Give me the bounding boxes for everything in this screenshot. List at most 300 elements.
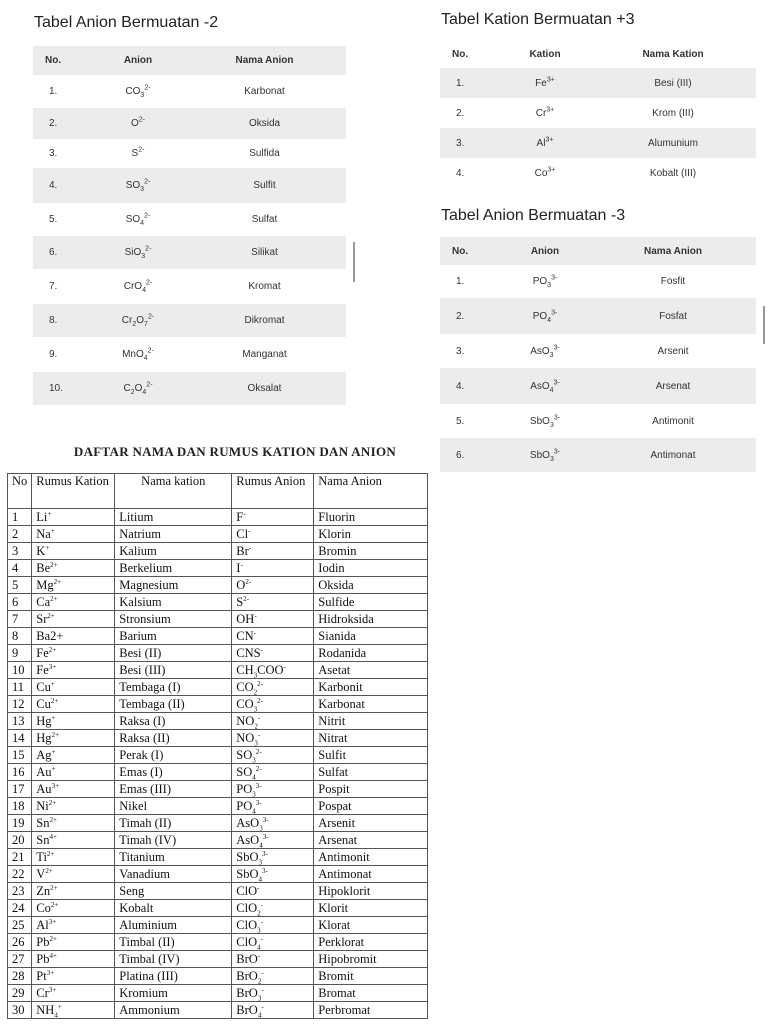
nama-anion-cell: Fluorin	[314, 509, 428, 526]
anion3-table	[440, 237, 756, 472]
scrollbar-thumb[interactable]	[763, 306, 765, 344]
formula-base: MnO	[122, 349, 144, 360]
formula-base: O	[134, 383, 143, 394]
row-number: 2.	[440, 298, 500, 334]
col-header-nama-anion: Nama Anion	[183, 46, 346, 75]
table-row	[440, 158, 756, 188]
col-header-nama-anion: Nama Anion	[314, 474, 428, 509]
formula-subscript: 3	[259, 824, 263, 832]
table-row	[8, 594, 428, 611]
formula	[236, 867, 268, 881]
formula	[36, 561, 57, 575]
formula-base: CO	[236, 696, 254, 711]
formula-charge: 2-	[257, 679, 263, 688]
table-row	[8, 543, 428, 560]
nama-kation-cell: Timbal (II)	[115, 934, 232, 951]
col-header-nama-anion: Nama Anion	[590, 237, 756, 265]
formula	[530, 416, 560, 427]
formula	[236, 714, 260, 728]
nama-anion-cell: Perklorat	[314, 934, 428, 951]
formula-charge: -	[257, 730, 261, 739]
row-number: 3.	[456, 345, 465, 357]
name-cell: Silikat	[183, 236, 346, 269]
table-row	[8, 696, 428, 713]
formula-subscript: 2	[130, 389, 135, 396]
formula-base: O	[130, 118, 139, 129]
formula-base: K	[36, 543, 46, 558]
table-row	[8, 985, 428, 1002]
formula-base: Cl	[236, 526, 249, 541]
nama-anion-cell: Antimonat	[314, 866, 428, 883]
formula-subscript: 3	[258, 858, 263, 866]
nama-anion-cell: Nitrat	[314, 730, 428, 747]
formula-base: Al	[36, 917, 49, 932]
formula-base: AsO	[530, 380, 550, 392]
formula-charge: 3-	[255, 781, 262, 790]
rumus-anion-cell	[232, 679, 314, 696]
formula-cell	[500, 404, 590, 438]
nama-kation-cell: Platina (III)	[115, 968, 232, 985]
rumus-anion-cell	[232, 577, 314, 594]
formula-base: BrO	[236, 1002, 258, 1017]
row-number: 19	[8, 815, 32, 832]
rumus-anion-cell	[232, 526, 314, 543]
name-cell: Fosfit	[660, 276, 686, 287]
formula-charge: +	[47, 509, 52, 518]
formula	[535, 168, 556, 179]
formula	[536, 108, 555, 119]
formula	[236, 952, 260, 966]
formula-charge: -	[283, 662, 286, 671]
formula-subscript: 3	[140, 186, 145, 193]
formula-subscript: 3	[547, 282, 552, 289]
nama-kation-cell: Litium	[115, 509, 232, 526]
name-cell: Antimonat	[590, 438, 756, 472]
formula-charge: 3-	[551, 274, 558, 282]
row-number: 6.	[33, 236, 93, 269]
nama-anion-cell: Rodanida	[314, 645, 428, 662]
table-row	[8, 849, 428, 866]
nama-anion-cell: Karbonit	[314, 679, 428, 696]
formula-charge: -	[243, 509, 246, 518]
formula-charge: 2-	[138, 146, 145, 154]
rumus-anion-cell	[232, 781, 314, 798]
row-number: 4	[8, 560, 32, 577]
nama-kation-cell: Raksa (I)	[115, 713, 232, 730]
nama-kation-cell: Timah (IV)	[115, 832, 232, 849]
formula-subscript: 2	[132, 321, 137, 328]
row-number: 9	[8, 645, 32, 662]
formula-subscript: 3	[253, 705, 258, 713]
table-row	[33, 372, 346, 405]
formula	[236, 697, 263, 711]
formula-subscript: 2	[257, 909, 261, 917]
row-number: 10	[8, 662, 32, 679]
formula-charge: 2-	[243, 594, 250, 603]
formula-charge: 3+	[46, 968, 55, 977]
formula-charge: -	[248, 543, 252, 552]
formula-base: PO	[236, 781, 253, 796]
nama-kation-cell: Timah (II)	[115, 815, 232, 832]
nama-anion-cell: Nitrit	[314, 713, 428, 730]
formula-base: BrO	[236, 985, 258, 1000]
row-number: 18	[8, 798, 32, 815]
row-number: 24	[8, 900, 32, 917]
formula	[131, 118, 145, 129]
formula-base: ClO	[236, 917, 258, 932]
row-number: 5.	[456, 415, 465, 427]
formula-cell	[93, 337, 183, 372]
formula-cell	[500, 98, 590, 128]
table-row	[33, 304, 346, 337]
row-number: 14	[8, 730, 32, 747]
formula-charge: +	[51, 747, 56, 756]
formula	[535, 78, 555, 89]
formula-subscript: 4	[252, 773, 256, 781]
nama-kation-cell: Raksa (II)	[115, 730, 232, 747]
formula	[36, 867, 52, 881]
formula-cell	[500, 68, 590, 98]
formula-base: BrO	[236, 968, 258, 983]
name-cell: Kromat	[248, 281, 281, 292]
nama-anion-cell: Bromin	[314, 543, 428, 560]
rumus-anion-cell	[232, 883, 314, 900]
formula-charge: -	[260, 917, 263, 926]
table-row	[8, 968, 428, 985]
formula	[36, 748, 55, 762]
rumus-kation-cell	[32, 849, 115, 866]
formula	[236, 544, 251, 558]
rumus-kation-cell	[32, 815, 115, 832]
row-number: 1	[8, 509, 32, 526]
table-row	[8, 900, 428, 917]
formula	[537, 138, 554, 149]
rumus-kation-cell	[32, 781, 115, 798]
formula-charge: 2-	[146, 381, 153, 389]
formula-charge: -	[248, 526, 251, 535]
formula-charge: +	[50, 526, 55, 535]
rumus-kation-cell	[32, 798, 115, 815]
formula-charge: -	[261, 1002, 264, 1011]
table-row	[440, 298, 756, 334]
formula-charge: -	[257, 713, 261, 722]
formula-cell	[93, 139, 183, 168]
rumus-kation-cell	[32, 900, 115, 917]
formula-charge: 2+	[50, 696, 59, 705]
formula-base: CN	[236, 628, 254, 643]
formula-base: Cr	[36, 985, 49, 1000]
row-number: 5.	[49, 214, 58, 225]
formula-base: CH	[236, 662, 254, 677]
table-row	[8, 815, 428, 832]
row-number: 3.	[49, 148, 58, 159]
table-row	[8, 883, 428, 900]
formula-base: Sn	[36, 832, 50, 847]
formula-base: ClO	[236, 900, 258, 915]
col-header-nama-kation: Nama Kation	[590, 41, 756, 68]
formula	[236, 884, 259, 898]
formula-base: Cr	[535, 107, 547, 119]
table-row	[33, 168, 346, 203]
formula	[236, 986, 263, 1000]
nama-anion-cell: Pospat	[314, 798, 428, 815]
table-row	[33, 203, 346, 236]
formula-base: Fe	[36, 645, 49, 660]
table-row	[8, 560, 428, 577]
rumus-anion-cell	[232, 560, 314, 577]
rumus-kation-cell	[32, 985, 115, 1002]
nama-anion-cell: Klorit	[314, 900, 428, 917]
formula	[36, 986, 56, 1000]
name-cell: Arsenit	[657, 345, 689, 357]
formula-cell	[93, 372, 183, 405]
formula-base: Cu	[36, 696, 51, 711]
rumus-anion-cell	[232, 900, 314, 917]
nama-kation-cell: Seng	[115, 883, 232, 900]
formula-base: SO	[236, 764, 253, 779]
nama-anion-cell: Hipoklorit	[314, 883, 428, 900]
rumus-kation-cell	[32, 679, 115, 696]
formula	[124, 281, 152, 292]
row-number: 7	[8, 611, 32, 628]
formula-cell	[500, 265, 590, 298]
row-number: 4.	[440, 368, 500, 404]
formula-charge: 2+	[46, 849, 55, 858]
formula-subscript: 3	[549, 455, 554, 463]
formula-cell	[93, 269, 183, 304]
formula-charge: 2-	[146, 279, 153, 287]
table-row	[8, 934, 428, 951]
row-number: 17	[8, 781, 32, 798]
col-header-anion: Anion	[500, 237, 590, 265]
row-number: 10.	[33, 372, 93, 405]
formula-charge: -	[253, 628, 256, 637]
formula-cell	[500, 158, 590, 188]
formula-charge: 2-	[144, 178, 151, 186]
formula	[36, 697, 58, 711]
rumus-anion-cell	[232, 509, 314, 526]
formula	[36, 595, 57, 609]
formula-charge: 2+	[47, 611, 55, 620]
nama-kation-cell: Natrium	[115, 526, 232, 543]
rumus-kation-cell	[32, 917, 115, 934]
rumus-kation-cell	[32, 713, 115, 730]
formula-base: Mg	[36, 577, 54, 592]
formula-base: Hg	[36, 713, 52, 728]
nama-kation-cell: Besi (II)	[115, 645, 232, 662]
formula-subscript: 4	[140, 220, 145, 227]
formula-base: CO	[236, 679, 254, 694]
table-row	[440, 128, 756, 158]
formula	[533, 276, 558, 287]
formula-base: BrO	[236, 951, 258, 966]
nama-kation-cell: Ammonium	[115, 1002, 232, 1019]
formula	[36, 510, 51, 524]
formula-charge: 3-	[553, 344, 560, 352]
formula-base: ClO	[236, 934, 258, 949]
formula-base: Pt	[36, 968, 47, 983]
nama-kation-cell: Nikel	[115, 798, 232, 815]
rumus-kation-cell	[32, 951, 115, 968]
nama-anion-cell: Karbonat	[314, 696, 428, 713]
formula	[36, 612, 55, 626]
nama-kation-cell: Emas (III)	[115, 781, 232, 798]
formula-charge: -	[254, 611, 257, 620]
rumus-kation-cell	[32, 628, 115, 645]
name-cell: Fosfat	[590, 298, 756, 334]
name-cell: Sulfat	[251, 214, 278, 225]
rumus-anion-cell	[232, 543, 314, 560]
formula-charge: -	[260, 645, 263, 654]
rumus-anion-cell	[232, 917, 314, 934]
col-header-no: No.	[33, 46, 93, 75]
table-row	[8, 628, 428, 645]
nama-anion-cell: Iodin	[314, 560, 428, 577]
table-row	[8, 662, 428, 679]
row-number: 6	[8, 594, 32, 611]
formula	[126, 214, 151, 225]
formula-base: Zn	[36, 883, 51, 898]
nama-anion-cell: Bromat	[314, 985, 428, 1002]
formula-base: CO	[125, 86, 141, 97]
formula	[236, 646, 263, 660]
row-number: 1.	[49, 86, 58, 97]
formula	[36, 816, 57, 830]
anion2-title: Tabel Anion Bermuatan -2	[34, 14, 219, 31]
table-row	[33, 75, 346, 108]
formula-base: NO	[236, 713, 255, 728]
formula-charge: 3-	[551, 309, 558, 317]
col-header-rumus-kation: Rumus Kation	[32, 474, 115, 509]
nama-anion-cell: Arsenit	[314, 815, 428, 832]
rumus-kation-cell	[32, 968, 115, 985]
col-header-no: No.	[440, 237, 500, 265]
formula	[36, 731, 59, 745]
formula-charge: 3-	[553, 414, 561, 422]
rumus-kation-cell	[32, 526, 115, 543]
table-row	[33, 269, 346, 304]
table-row	[8, 798, 428, 815]
nama-kation-cell: Titanium	[115, 849, 232, 866]
formula-charge: 3+	[547, 166, 556, 174]
row-number: 3.	[440, 128, 500, 158]
formula-subscript: 4	[549, 386, 554, 394]
formula-base: AsO	[530, 345, 550, 357]
formula-charge: 2+	[50, 560, 58, 569]
formula-charge: 2-	[145, 245, 152, 253]
nama-kation-cell: Kalsium	[115, 594, 232, 611]
formula	[36, 850, 54, 864]
formula-base: CrO	[123, 281, 143, 292]
row-number: 2.	[456, 107, 465, 119]
row-number: 13	[8, 713, 32, 730]
formula-subscript: 4	[142, 389, 147, 396]
formula-subscript: 3	[140, 92, 145, 99]
table-row	[8, 611, 428, 628]
col-header-anion: Anion	[93, 46, 183, 75]
scrollbar-thumb[interactable]	[353, 242, 355, 282]
nama-kation-cell: Stronsium	[115, 611, 232, 628]
formula-charge: 3+	[546, 76, 555, 84]
nama-kation-cell: Berkelium	[115, 560, 232, 577]
formula-charge: 2+	[49, 934, 57, 943]
rumus-anion-cell	[232, 594, 314, 611]
table-row	[33, 108, 346, 139]
table-row	[440, 265, 756, 298]
formula-charge: 2+	[48, 798, 57, 807]
formula-charge: +	[50, 679, 55, 688]
formula	[236, 612, 256, 626]
formula	[236, 918, 263, 932]
rumus-kation-cell	[32, 934, 115, 951]
formula-subscript: 3	[252, 756, 256, 764]
table-row	[440, 98, 756, 128]
rumus-kation-cell	[32, 645, 115, 662]
row-number: 16	[8, 764, 32, 781]
nama-kation-cell: Tembaga (I)	[115, 679, 232, 696]
formula	[236, 629, 256, 643]
formula-base: C	[123, 383, 131, 394]
name-cell: Oksida	[183, 108, 346, 139]
formula	[36, 714, 55, 728]
formula	[236, 748, 261, 762]
formula-cell	[93, 236, 183, 269]
nama-anion-cell: Asetat	[314, 662, 428, 679]
formula-subscript: 4	[259, 841, 263, 849]
formula-base: Ag	[36, 747, 52, 762]
formula-base: SbO	[236, 849, 259, 864]
nama-anion-cell: Hidroksida	[314, 611, 428, 628]
formula	[36, 527, 55, 541]
table-row	[8, 764, 428, 781]
formula-base: Ba2+	[36, 628, 64, 643]
nama-anion-cell: Sulfit	[314, 747, 428, 764]
formula-charge: 3+	[48, 662, 57, 671]
formula	[236, 765, 261, 779]
formula-subscript: 4	[54, 1011, 58, 1019]
row-number: 7.	[49, 281, 58, 292]
formula-charge: -	[240, 560, 243, 569]
formula-subscript: 4	[257, 943, 261, 951]
formula-charge: 2-	[144, 212, 151, 220]
rumus-anion-cell	[232, 747, 314, 764]
formula-base: F	[236, 509, 244, 524]
rumus-anion-cell	[232, 985, 314, 1002]
formula-base: OH	[236, 611, 255, 626]
name-cell: Sulfit	[183, 168, 346, 203]
formula-cell	[93, 203, 183, 236]
rumus-kation-cell	[32, 696, 115, 713]
formula-base: PO	[532, 310, 548, 322]
rumus-anion-cell	[232, 951, 314, 968]
nama-kation-cell: Kobalt	[115, 900, 232, 917]
formula-base: SbO	[529, 415, 550, 427]
row-number: 12	[8, 696, 32, 713]
nama-kation-cell: Kromium	[115, 985, 232, 1002]
row-number: 8	[8, 628, 32, 645]
row-number: 4.	[33, 168, 93, 203]
row-number: 3	[8, 543, 32, 560]
rumus-anion-cell	[232, 611, 314, 628]
nama-anion-cell: Sulfat	[314, 764, 428, 781]
rumus-anion-cell	[232, 764, 314, 781]
rumus-kation-cell	[32, 832, 115, 849]
formula-base: SbO	[529, 449, 550, 461]
col-header-nama-kation: Nama kation	[115, 474, 232, 509]
row-number: 4.	[456, 167, 465, 179]
formula-charge: -	[260, 900, 263, 909]
rumus-anion-cell	[232, 730, 314, 747]
